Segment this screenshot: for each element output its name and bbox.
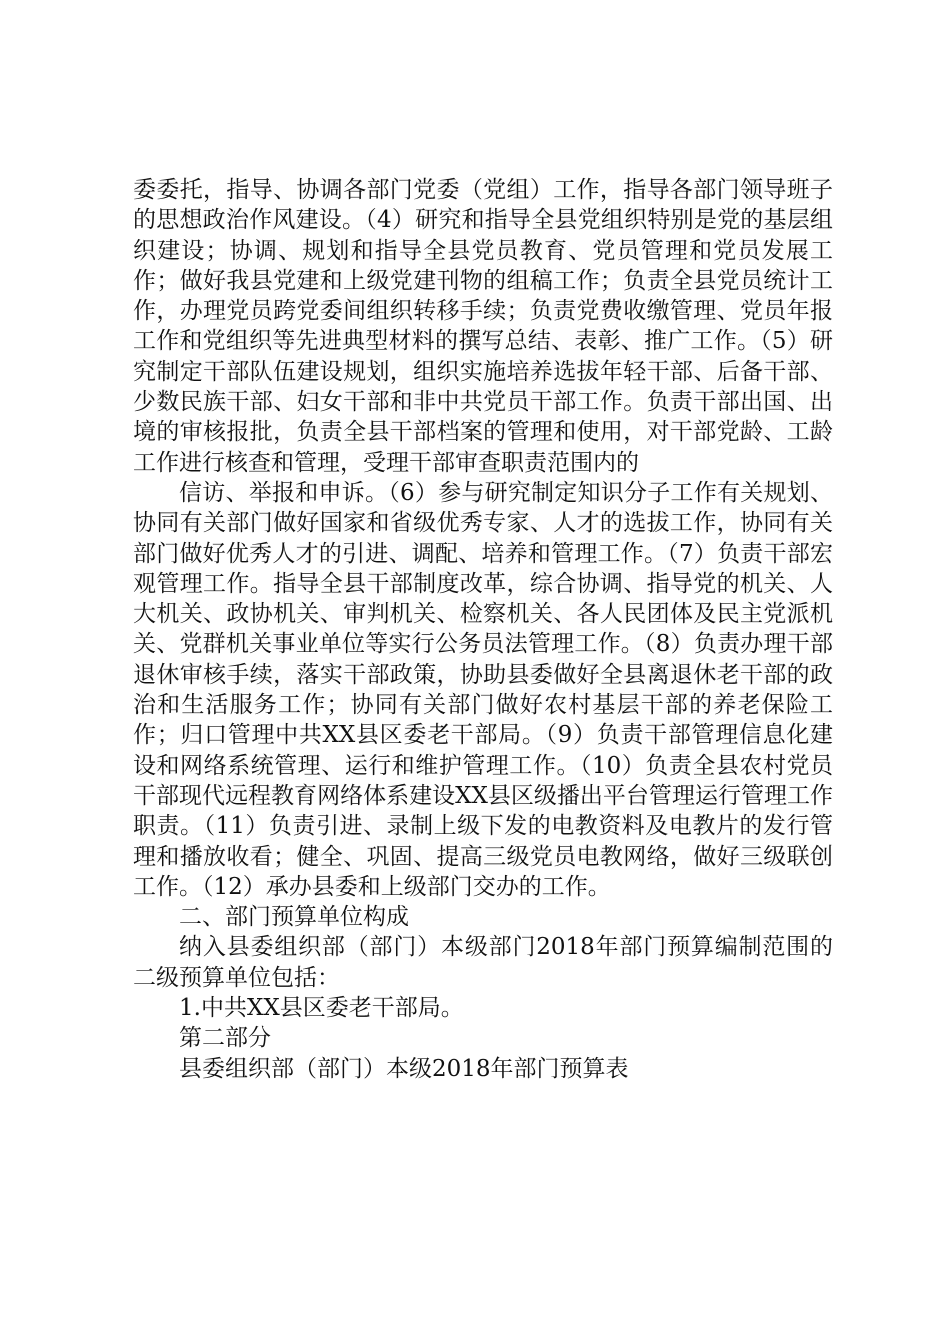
paragraph-duties-list: 信访、举报和申诉。（6）参与研究制定知识分子工作有关规划、协同有关部门做好国家和省级优秀专家、人才的选拔工作，协同有关部门做好优秀人才的引进、调配、培养和管理工作。（7）负责干部宏观管理工作。指导全县干部制度改革，综合协调、指导党的机关、人大机关、政协机关、审判机关、检察机关、各人民团体及民主党派机关、党群机关事业单位等实行公务员法管理工作。（8）负责办理干部退休审核手续，落实干部政策，协助县委做好全县离退休老干部的政治和生活服务工作；协同有关部门做好农村基层干部的养老保险工作；归口管理中共XX县区委老干部局。（9）负责干部管理信息化建设和网络系统管理、运行和维护管理工作。（10）负责全县农村党员干部现代远程教育网络体系建设XX县区级播出平台管理运行管理工作职责。（11）负责引进、录制上级下发的电教资料及电教片的发行管理和播放收看；健全、巩固、提高三级党员电教网络，做好三级联创工作。（12）承办县委和上级部门交办的工作。 [133, 479, 833, 900]
paragraph-budget-scope: 纳入县委组织部（部门）本级部门2018年部门预算编制范围的二级预算单位包括： [133, 934, 833, 991]
paragraph-duties-continued: 委委托，指导、协调各部门党委（党组）工作，指导各部门领导班子的思想政治作风建设。（4）研究和指导全县党组织特别是党的基层组织建设；协调、规划和指导全县党员教育、党员管理和党员发展工作；做好我县党建和上级党建刊物的组稿工作；负责全县党员统计工作，办理党员跨党委间组织转移手续；负责党费收缴管理、党员年报工作和党组织等先进典型材料的撰写总结、表彰、推广工作。（5）研究制定干部队伍建设规划，组织实施培养选拔年轻干部、后备干部、少数民族干部、妇女干部和非中共党员干部工作。负责干部出国、出境的审核报批，负责全县干部档案的管理和使用，对干部党龄、工龄工作进行核查和管理，受理干部审查职责范围内的 [133, 177, 833, 476]
list-item-unit-1: 1.中共XX县区委老干部局。 [179, 995, 464, 1022]
table-title: 县委组织部（部门）本级2018年部门预算表 [179, 1055, 629, 1082]
part-heading: 第二部分 [179, 1025, 271, 1052]
document-body [133, 175, 833, 1084]
section-heading-budget-units: 二、部门预算单位构成 [179, 904, 409, 931]
